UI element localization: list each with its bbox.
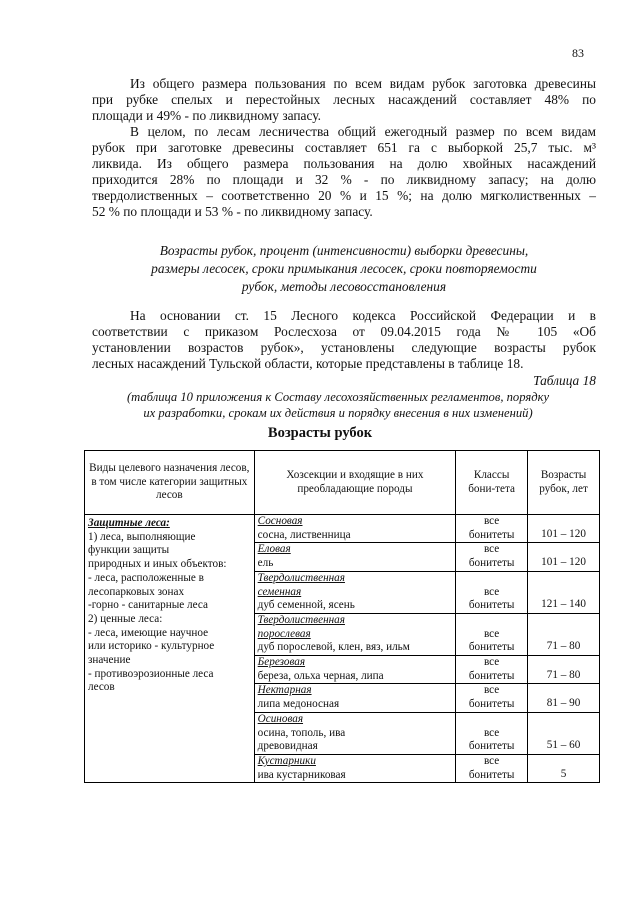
economic-section-cell — [254, 515, 455, 543]
economic-section-name: Кустарники — [257, 754, 316, 767]
paragraph-line: 52 % по площади и 53 % - по ликвидному запасу. — [92, 204, 373, 219]
site-class-cell — [456, 571, 528, 613]
paragraph-line: твердолиственных – соответственно 20 % и 15 %; на долю мягколиственных – — [92, 188, 596, 203]
site-class-top: все — [483, 726, 500, 739]
page-number: 83 — [572, 46, 584, 60]
economic-section-cell — [254, 754, 455, 782]
header-cutting-age: Возрасты рубок, лет — [528, 451, 600, 515]
economic-section-cell — [254, 684, 455, 712]
site-class-top: все — [483, 754, 500, 767]
forest-purpose-line: - леса, имеющие научное — [88, 626, 209, 639]
table-header-row — [85, 451, 600, 515]
header-forest-purpose: Виды целевого назначения лесов, в том числе категории защитных лесов — [85, 451, 255, 515]
table-note-line: (таблица 10 приложения к Составу лесохозяйственных регламентов, порядку — [126, 390, 550, 404]
table-body — [85, 515, 600, 783]
paragraph-line: соответствии с приказом Рослесхоза от 09.04.2015 года № 105 «Об — [92, 324, 596, 339]
species-list: осина, тополь, ива — [257, 726, 346, 739]
economic-section-cell — [254, 543, 455, 571]
paragraph-line: при рубке спелых и перестойных лесных насаждений составляет 48% по — [92, 92, 596, 107]
economic-section-name: Сосновая — [257, 515, 303, 527]
paragraph-line: приходится 28% по площади и 32 % - по ликвидному запасу; на долю — [92, 172, 596, 187]
forest-purpose-line: лесов — [88, 681, 115, 694]
site-class-bottom: бонитеты — [468, 557, 515, 570]
cutting-age-value: 121 – 140 — [528, 571, 600, 613]
section-heading-line: размеры лесосек, сроки примыкания лесосек, сроки повторяемости — [151, 261, 537, 276]
site-class-top: все — [483, 585, 500, 598]
paragraph-line: установлении возрастов рубок», установлены следующие возрасты рубок — [92, 340, 596, 355]
site-class-bottom: бонитеты — [468, 740, 515, 753]
site-class-bottom: бонитеты — [468, 669, 515, 682]
cutting-age-value: 101 – 120 — [528, 515, 600, 543]
species-list: ель — [257, 557, 274, 570]
site-class-cell — [456, 754, 528, 782]
cutting-age-value: 51 – 60 — [528, 712, 600, 754]
paragraph-harvest-share — [92, 76, 596, 124]
paragraph-line: На основании ст. 15 Лесного кодекса Российской Федерации и в — [130, 308, 596, 323]
economic-section-cell — [254, 571, 455, 613]
paragraph-legal-basis — [92, 308, 596, 372]
economic-section-cell — [254, 656, 455, 684]
site-class-cell — [456, 712, 528, 754]
forest-purpose-line: или историко - культурное — [88, 640, 215, 653]
paragraph-line: площади и 49% - по ликвидному запасу. — [92, 108, 321, 123]
cutting-age-value: 81 – 90 — [528, 684, 600, 712]
cutting-age-value: 71 – 80 — [528, 613, 600, 655]
site-class-top: все — [483, 515, 500, 527]
paragraph-line: лесных насаждений Тульской области, которые представлены в таблице 18. — [92, 356, 524, 371]
site-class-cell — [456, 613, 528, 655]
section-heading-line: Возрасты рубок, процент (интенсивности) выборки древесины, — [159, 243, 529, 258]
forest-purpose-line: функции защиты — [88, 544, 170, 557]
site-class-top: все — [483, 627, 500, 640]
site-class-cell — [456, 515, 528, 543]
protective-forests-title: Защитные леса: — [88, 517, 170, 529]
economic-section-name: семенная — [257, 585, 302, 598]
cutting-ages-table — [84, 450, 600, 783]
site-class-top: все — [483, 656, 500, 669]
forest-purpose-line: - противоэрозионные леса — [88, 667, 214, 680]
table-title: Возрасты рубок — [267, 425, 373, 441]
site-class-bottom: бонитеты — [468, 599, 515, 612]
forest-purpose-cell — [85, 515, 255, 783]
table-row — [85, 515, 600, 543]
section-heading — [92, 242, 596, 296]
economic-section-name: порослевая — [257, 627, 311, 640]
site-class-bottom: бонитеты — [468, 698, 515, 711]
table-note — [78, 389, 598, 421]
paragraph-annual-volume — [92, 124, 596, 220]
species-list: липа медоносная — [257, 698, 340, 711]
forest-purpose-line: - леса, расположенные в — [88, 571, 204, 584]
site-class-bottom: бонитеты — [468, 641, 515, 654]
site-class-cell — [456, 656, 528, 684]
site-class-cell — [456, 543, 528, 571]
species-list: дуб порослевой, клен, вяз, ильм — [257, 641, 410, 654]
site-class-top: все — [483, 543, 500, 556]
species-list: береза, ольха черная, липа — [257, 669, 384, 682]
economic-section-cell — [254, 712, 455, 754]
header-economic-sections: Хозсекции и входящие в них преобладающие породы — [254, 451, 455, 515]
site-class-bottom: бонитеты — [468, 768, 515, 781]
economic-section-name: Еловая — [257, 543, 291, 556]
table-note-line: их разработки, срокам их действия и порядку внесения в них изменений) — [143, 406, 533, 420]
species-list: сосна, лиственница — [257, 528, 351, 541]
forest-purpose-line: -горно - санитарные леса — [88, 599, 208, 612]
species-list: дуб семенной, ясень — [257, 599, 355, 612]
forest-purpose-line: природных и иных объектов: — [88, 558, 227, 571]
cutting-age-value: 101 – 120 — [528, 543, 600, 571]
header-site-class: Классы бони-тета — [456, 451, 528, 515]
site-class-bottom: бонитеты — [468, 528, 515, 541]
economic-section-name: Твердолиственная — [257, 571, 345, 584]
cutting-age-value: 71 – 80 — [528, 656, 600, 684]
forest-purpose-line: значение — [88, 654, 131, 667]
economic-section-name: Твердолиственная — [257, 613, 345, 626]
forest-purpose-line: лесопарковых зонах — [88, 585, 185, 598]
economic-section-name: Березовая — [257, 656, 306, 669]
site-class-cell — [456, 684, 528, 712]
economic-section-name: Осиновая — [257, 712, 304, 725]
economic-section-cell — [254, 613, 455, 655]
paragraph-line: Из общего размера пользования по всем видам рубок заготовка древесины — [130, 76, 596, 91]
species-list: древовидная — [257, 740, 318, 753]
paragraph-line: В целом, по лесам лесничества общий ежегодный размер по всем видам — [130, 124, 596, 139]
table-number: Таблица 18 — [533, 373, 596, 388]
species-list: ива кустарниковая — [257, 768, 346, 781]
economic-section-name: Нектарная — [257, 684, 312, 697]
forest-purpose-line: 1) леса, выполняющие — [88, 530, 196, 543]
paragraph-line: ликвида. Из общего размера пользования на долю хвойных насаждений — [92, 156, 596, 171]
site-class-top: все — [483, 684, 500, 697]
forest-purpose-line: 2) ценные леса: — [88, 612, 163, 625]
section-heading-line: рубок, методы лесовосстановления — [241, 279, 447, 294]
cutting-age-value: 5 — [528, 754, 600, 782]
paragraph-line: рубок при заготовке древесины составляет 651 га с выборкой 25,7 тыс. м³ — [92, 140, 596, 155]
